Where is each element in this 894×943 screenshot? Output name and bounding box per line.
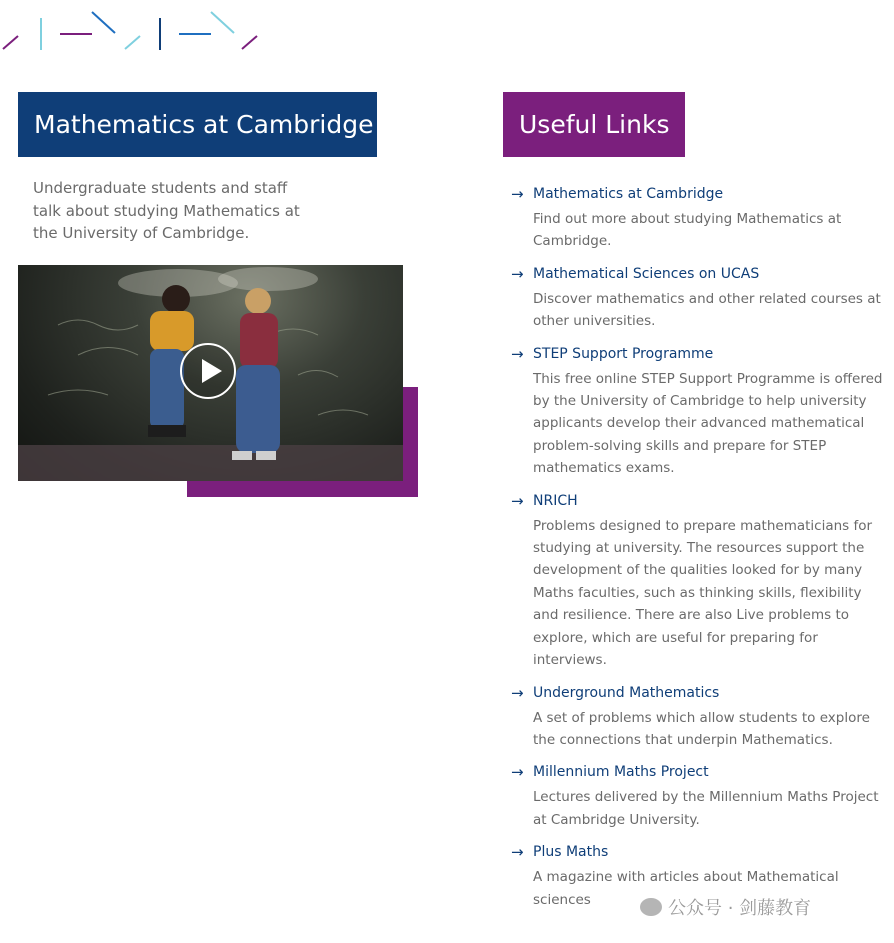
arrow-right-icon: → <box>511 763 524 782</box>
watermark <box>640 894 811 920</box>
link-plus-maths[interactable] <box>511 841 888 863</box>
link-step-support-programme[interactable] <box>511 343 888 365</box>
wechat-icon <box>640 898 662 916</box>
intro-text: Undergraduate students and staff talk about studying Mathematics at the University of Cambridge. <box>33 179 300 242</box>
section-banner: Mathematics at Cambridge <box>18 92 377 157</box>
link-underground-mathematics[interactable] <box>511 682 888 704</box>
link-title[interactable]: Mathematical Sciences on UCAS <box>533 265 760 282</box>
decorative-lines <box>0 0 270 60</box>
link-description: A magazine with articles about Mathematical sciences <box>533 869 839 908</box>
link-nrich[interactable] <box>511 490 888 512</box>
list-item <box>511 263 888 333</box>
arrow-right-icon: → <box>511 683 524 702</box>
list-item <box>511 490 888 672</box>
arrow-right-icon: → <box>511 491 524 510</box>
play-icon[interactable] <box>180 343 236 399</box>
link-description: A set of problems which allow students to explore the connections that underpin Mathematics. <box>533 709 870 748</box>
link-description: Discover mathematics and other related courses at other universities. <box>533 290 881 330</box>
list-item <box>511 682 888 752</box>
useful-links-banner: Useful Links <box>503 92 685 157</box>
watermark-text: 公众号 · 剑藤教育 <box>668 898 812 919</box>
link-title[interactable]: STEP Support Programme <box>533 345 714 362</box>
link-title[interactable]: Mathematics at Cambridge <box>533 186 724 202</box>
mathematics-at-cambridge-section <box>18 92 418 245</box>
link-description: Lectures delivered by the Millennium Maths Project at Cambridge University. <box>533 789 879 828</box>
arrow-right-icon: → <box>511 843 524 862</box>
link-mathematics-at-cambridge[interactable] <box>511 183 888 205</box>
arrow-right-icon: → <box>511 344 524 363</box>
link-title[interactable]: Millennium Maths Project <box>533 764 709 781</box>
link-millennium-maths-project[interactable] <box>511 761 888 783</box>
arrow-right-icon: → <box>511 264 524 283</box>
list-item <box>511 343 888 480</box>
arrow-right-icon: → <box>511 185 524 203</box>
video-block <box>18 265 418 497</box>
list-item <box>511 183 888 253</box>
links-list <box>511 183 888 911</box>
list-item <box>511 761 888 831</box>
video-player[interactable] <box>18 265 403 481</box>
link-title[interactable]: NRICH <box>533 492 578 509</box>
link-description: Find out more about studying Mathematics at Cambridge. <box>533 211 842 250</box>
link-description: This free online STEP Support Programme is offered by the University of Cambridge to help university applicants develop their advanced mathematical problem-solving skills and prepare for STEP mathematics exams. <box>533 370 883 477</box>
link-title[interactable]: Underground Mathematics <box>533 684 720 701</box>
link-mathematical-sciences-ucas[interactable] <box>511 263 888 285</box>
link-title[interactable]: Plus Maths <box>533 844 609 861</box>
link-description: Problems designed to prepare mathematicians for studying at university. The resources support the development of the qualities looked for by many Maths faculties, such as thinking skills, flexibility and resilience. There are also Live problems to explore, which are useful for preparing for interviews. <box>533 517 873 669</box>
useful-links-section <box>503 92 888 921</box>
